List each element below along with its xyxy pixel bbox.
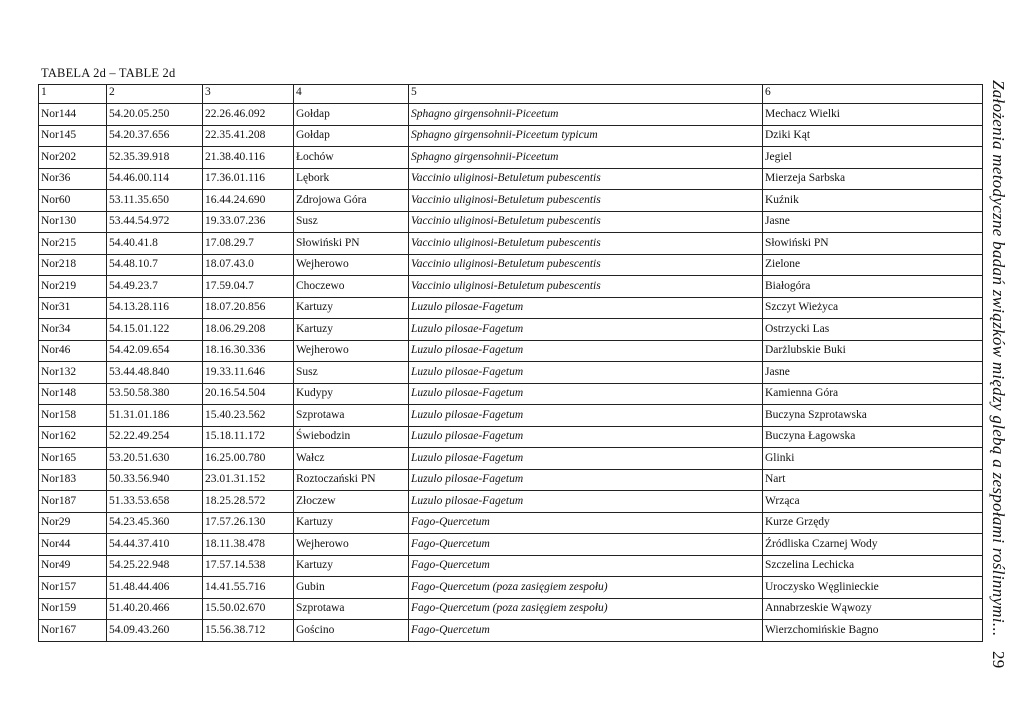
plot-id-cell: Nor167 — [39, 620, 107, 642]
association-cell: Sphagno girgensohnii-Piceetum — [409, 147, 763, 169]
forest-district-cell: Lębork — [294, 168, 409, 190]
forest-district-cell: Susz — [294, 211, 409, 233]
longitude-cell: 17.57.26.130 — [203, 512, 294, 534]
association-cell: Fago-Quercetum — [409, 512, 763, 534]
table-row — [39, 512, 983, 534]
longitude-cell: 20.16.54.504 — [203, 383, 294, 405]
column-header: 2 — [107, 85, 203, 104]
plot-id-cell: Nor162 — [39, 426, 107, 448]
table-body — [39, 85, 983, 642]
association-cell: Luzulo pilosae-Fagetum — [409, 469, 763, 491]
plot-id-cell: Nor144 — [39, 104, 107, 126]
plot-id-cell: Nor219 — [39, 276, 107, 298]
forest-district-cell: Wejherowo — [294, 534, 409, 556]
table-caption: TABELA 2d – TABLE 2d — [41, 66, 176, 80]
latitude-cell: 54.46.00.114 — [107, 168, 203, 190]
table-row — [39, 448, 983, 470]
forest-district-cell: Gołdap — [294, 104, 409, 126]
latitude-cell: 53.11.35.650 — [107, 190, 203, 212]
longitude-cell: 18.11.38.478 — [203, 534, 294, 556]
table-row — [39, 491, 983, 513]
forest-district-cell: Kartuzy — [294, 319, 409, 341]
longitude-cell: 19.33.11.646 — [203, 362, 294, 384]
forest-district-cell: Łochów — [294, 147, 409, 169]
table-row — [39, 319, 983, 341]
forest-district-cell: Gościno — [294, 620, 409, 642]
forest-district-cell: Kartuzy — [294, 297, 409, 319]
location-cell: Szczelina Lechicka — [763, 555, 983, 577]
plot-id-cell: Nor148 — [39, 383, 107, 405]
latitude-cell: 51.31.01.186 — [107, 405, 203, 427]
longitude-cell: 18.16.30.336 — [203, 340, 294, 362]
longitude-cell: 14.41.55.716 — [203, 577, 294, 599]
plot-id-cell: Nor158 — [39, 405, 107, 427]
longitude-cell: 16.44.24.690 — [203, 190, 294, 212]
table-row — [39, 620, 983, 642]
plot-id-cell: Nor34 — [39, 319, 107, 341]
association-cell: Fago-Quercetum — [409, 620, 763, 642]
longitude-cell: 15.56.38.712 — [203, 620, 294, 642]
location-cell: Annabrzeskie Wąwozy — [763, 598, 983, 620]
association-cell: Fago-Quercetum — [409, 555, 763, 577]
longitude-cell: 22.26.46.092 — [203, 104, 294, 126]
association-cell: Vaccinio uliginosi-Betuletum pubescentis — [409, 190, 763, 212]
longitude-cell: 18.25.28.572 — [203, 491, 294, 513]
association-cell: Luzulo pilosae-Fagetum — [409, 383, 763, 405]
plot-id-cell: Nor183 — [39, 469, 107, 491]
plot-id-cell: Nor46 — [39, 340, 107, 362]
column-header: 4 — [294, 85, 409, 104]
location-cell: Mechacz Wielki — [763, 104, 983, 126]
table-row — [39, 534, 983, 556]
table-row — [39, 405, 983, 427]
longitude-cell: 19.33.07.236 — [203, 211, 294, 233]
location-cell: Glinki — [763, 448, 983, 470]
forest-district-cell: Susz — [294, 362, 409, 384]
location-cell: Wierzchomińskie Bagno — [763, 620, 983, 642]
forest-district-cell: Kudypy — [294, 383, 409, 405]
association-cell: Luzulo pilosae-Fagetum — [409, 340, 763, 362]
table-row — [39, 147, 983, 169]
plot-id-cell: Nor130 — [39, 211, 107, 233]
page-number: 29 — [989, 650, 1008, 669]
association-cell: Luzulo pilosae-Fagetum — [409, 319, 763, 341]
longitude-cell: 17.08.29.7 — [203, 233, 294, 255]
location-cell: Źródliska Czarnej Wody — [763, 534, 983, 556]
longitude-cell: 15.50.02.670 — [203, 598, 294, 620]
forest-district-cell: Zdrojowa Góra — [294, 190, 409, 212]
table-row — [39, 598, 983, 620]
table-row — [39, 297, 983, 319]
association-cell: Vaccinio uliginosi-Betuletum pubescentis — [409, 211, 763, 233]
association-cell: Luzulo pilosae-Fagetum — [409, 362, 763, 384]
longitude-cell: 15.40.23.562 — [203, 405, 294, 427]
plot-id-cell: Nor187 — [39, 491, 107, 513]
forest-district-cell: Świebodzin — [294, 426, 409, 448]
longitude-cell: 17.59.04.7 — [203, 276, 294, 298]
latitude-cell: 51.40.20.466 — [107, 598, 203, 620]
location-cell: Szczyt Wieżyca — [763, 297, 983, 319]
longitude-cell: 15.18.11.172 — [203, 426, 294, 448]
forest-district-cell: Roztoczański PN — [294, 469, 409, 491]
latitude-cell: 50.33.56.940 — [107, 469, 203, 491]
latitude-cell: 54.20.05.250 — [107, 104, 203, 126]
forest-district-cell: Złoczew — [294, 491, 409, 513]
latitude-cell: 54.15.01.122 — [107, 319, 203, 341]
plot-id-cell: Nor60 — [39, 190, 107, 212]
latitude-cell: 52.22.49.254 — [107, 426, 203, 448]
location-cell: Buczyna Łagowska — [763, 426, 983, 448]
longitude-cell: 22.35.41.208 — [203, 125, 294, 147]
latitude-cell: 54.44.37.410 — [107, 534, 203, 556]
plot-id-cell: Nor36 — [39, 168, 107, 190]
location-cell: Wrząca — [763, 491, 983, 513]
plot-id-cell: Nor132 — [39, 362, 107, 384]
association-cell: Luzulo pilosae-Fagetum — [409, 405, 763, 427]
column-header: 6 — [763, 85, 983, 104]
location-cell: Kuźnik — [763, 190, 983, 212]
plot-id-cell: Nor165 — [39, 448, 107, 470]
latitude-cell: 54.09.43.260 — [107, 620, 203, 642]
latitude-cell: 54.42.09.654 — [107, 340, 203, 362]
association-cell: Vaccinio uliginosi-Betuletum pubescentis — [409, 276, 763, 298]
location-cell: Białogóra — [763, 276, 983, 298]
longitude-cell: 18.07.20.856 — [203, 297, 294, 319]
location-cell: Uroczysko Węglinieckie — [763, 577, 983, 599]
plot-id-cell: Nor49 — [39, 555, 107, 577]
location-cell: Jasne — [763, 211, 983, 233]
latitude-cell: 54.23.45.360 — [107, 512, 203, 534]
forest-district-cell: Kartuzy — [294, 512, 409, 534]
forest-district-cell: Choczewo — [294, 276, 409, 298]
location-cell: Ostrzycki Las — [763, 319, 983, 341]
association-cell: Vaccinio uliginosi-Betuletum pubescentis — [409, 254, 763, 276]
table-row — [39, 426, 983, 448]
association-cell: Sphagno girgensohnii-Piceetum typicum — [409, 125, 763, 147]
location-cell: Jegiel — [763, 147, 983, 169]
plot-id-cell: Nor159 — [39, 598, 107, 620]
table-row — [39, 254, 983, 276]
forest-district-cell: Gubin — [294, 577, 409, 599]
latitude-cell: 53.44.48.840 — [107, 362, 203, 384]
location-cell: Buczyna Szprotawska — [763, 405, 983, 427]
longitude-cell: 18.06.29.208 — [203, 319, 294, 341]
association-cell: Vaccinio uliginosi-Betuletum pubescentis — [409, 233, 763, 255]
plot-id-cell: Nor44 — [39, 534, 107, 556]
table-row — [39, 340, 983, 362]
table-row — [39, 577, 983, 599]
location-cell: Zielone — [763, 254, 983, 276]
table-row — [39, 125, 983, 147]
longitude-cell: 18.07.43.0 — [203, 254, 294, 276]
latitude-cell: 54.40.41.8 — [107, 233, 203, 255]
table-row — [39, 211, 983, 233]
location-cell: Kurze Grzędy — [763, 512, 983, 534]
forest-district-cell: Szprotawa — [294, 405, 409, 427]
table-row — [39, 276, 983, 298]
running-title: Założenia metodyczne badań związków między glebą a zespołami roślinnymi... — [989, 80, 1008, 637]
association-cell: Luzulo pilosae-Fagetum — [409, 448, 763, 470]
table-row — [39, 469, 983, 491]
forest-district-cell: Wejherowo — [294, 340, 409, 362]
data-table — [38, 84, 983, 642]
column-header: 5 — [409, 85, 763, 104]
table-row — [39, 362, 983, 384]
latitude-cell: 53.44.54.972 — [107, 211, 203, 233]
latitude-cell: 54.20.37.656 — [107, 125, 203, 147]
location-cell: Słowiński PN — [763, 233, 983, 255]
location-cell: Mierzeja Sarbska — [763, 168, 983, 190]
table-row — [39, 190, 983, 212]
longitude-cell: 17.57.14.538 — [203, 555, 294, 577]
plot-id-cell: Nor31 — [39, 297, 107, 319]
plot-id-cell: Nor145 — [39, 125, 107, 147]
forest-district-cell: Wałcz — [294, 448, 409, 470]
latitude-cell: 51.33.53.658 — [107, 491, 203, 513]
longitude-cell: 17.36.01.116 — [203, 168, 294, 190]
plot-id-cell: Nor202 — [39, 147, 107, 169]
plot-id-cell: Nor157 — [39, 577, 107, 599]
association-cell: Luzulo pilosae-Fagetum — [409, 297, 763, 319]
association-cell: Luzulo pilosae-Fagetum — [409, 426, 763, 448]
plot-id-cell: Nor29 — [39, 512, 107, 534]
forest-district-cell: Słowiński PN — [294, 233, 409, 255]
table-row — [39, 555, 983, 577]
location-cell: Jasne — [763, 362, 983, 384]
latitude-cell: 52.35.39.918 — [107, 147, 203, 169]
forest-district-cell: Kartuzy — [294, 555, 409, 577]
association-cell: Fago-Quercetum (poza zasięgiem zespołu) — [409, 577, 763, 599]
longitude-cell: 21.38.40.116 — [203, 147, 294, 169]
running-header — [978, 80, 1018, 672]
association-cell: Fago-Quercetum — [409, 534, 763, 556]
table-row — [39, 104, 983, 126]
table-row — [39, 383, 983, 405]
location-cell: Darżlubskie Buki — [763, 340, 983, 362]
latitude-cell: 53.50.58.380 — [107, 383, 203, 405]
plot-id-cell: Nor215 — [39, 233, 107, 255]
location-cell: Nart — [763, 469, 983, 491]
association-cell: Vaccinio uliginosi-Betuletum pubescentis — [409, 168, 763, 190]
association-cell: Sphagno girgensohnii-Piceetum — [409, 104, 763, 126]
column-header: 3 — [203, 85, 294, 104]
latitude-cell: 54.49.23.7 — [107, 276, 203, 298]
association-cell: Luzulo pilosae-Fagetum — [409, 491, 763, 513]
location-cell: Dziki Kąt — [763, 125, 983, 147]
longitude-cell: 23.01.31.152 — [203, 469, 294, 491]
forest-district-cell: Szprotawa — [294, 598, 409, 620]
latitude-cell: 54.13.28.116 — [107, 297, 203, 319]
location-cell: Kamienna Góra — [763, 383, 983, 405]
column-header: 1 — [39, 85, 107, 104]
table-row — [39, 168, 983, 190]
longitude-cell: 16.25.00.780 — [203, 448, 294, 470]
forest-district-cell: Gołdap — [294, 125, 409, 147]
latitude-cell: 54.25.22.948 — [107, 555, 203, 577]
forest-district-cell: Wejherowo — [294, 254, 409, 276]
latitude-cell: 53.20.51.630 — [107, 448, 203, 470]
latitude-cell: 51.48.44.406 — [107, 577, 203, 599]
association-cell: Fago-Quercetum (poza zasięgiem zespołu) — [409, 598, 763, 620]
latitude-cell: 54.48.10.7 — [107, 254, 203, 276]
table-row — [39, 233, 983, 255]
header-row — [39, 85, 983, 104]
plot-id-cell: Nor218 — [39, 254, 107, 276]
